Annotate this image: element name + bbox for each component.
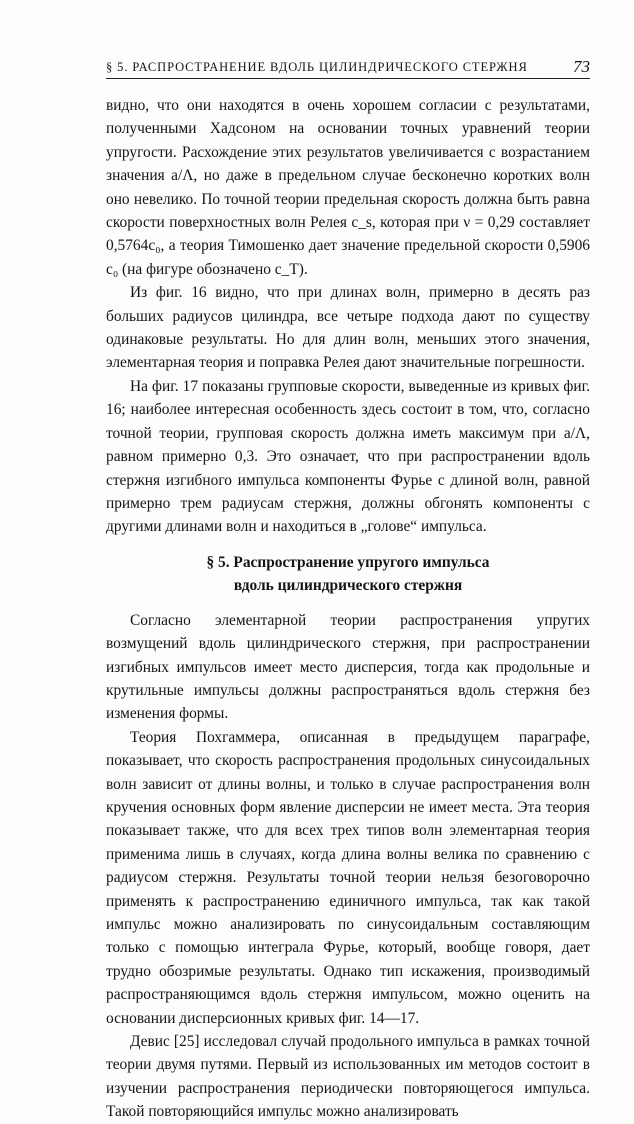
paragraph: Теория Похгаммера, описанная в предыдущем параграфе, показывает, что скорость распространения продольных синусоидальных волн зависит от длины волны, и только в случае распространения волн кручения основных форм явление дисперсии не имеет места. Эта теория показывает также, что для всех трех типов волн элементарная теория применима лишь в случаях, когда длина волны велика по сравнению с радиусом стержня. Результаты точной теории нельзя безоговорочно применять к распространению единичного импульса, так как такой импульс можно анализировать по синусоидальным составляющим только с помощью интеграла Фурье, который, вообще говоря, дает трудно обозримые результаты. Однако тип искажения, производимый распространяющимся вдоль стержня импульсом, можно оценить на основании дисперсионных кривых фиг. 14—17. bbox=[106, 728, 590, 1027]
paragraph: Согласно элементарной теории распространения упругих возмущений вдоль цилиндрического стержня, при распространении изгибных импульсов имеет место дисперсия, тогда как продольные и крутильные импульсы должны распространяться вдоль стержня без изменения формы. bbox=[106, 611, 590, 723]
running-head: § 5. РАСПРОСТРАНЕНИЕ ВДОЛЬ ЦИЛИНДРИЧЕСКОГО СТЕРЖНЯ bbox=[106, 60, 528, 74]
page-header bbox=[106, 54, 590, 79]
paragraph: видно, что они находятся в очень хорошем согласии с результатами, полученными Хадсоном на основании точных уравнений теории упругости. Расхождение этих результатов увеличивается с возрастанием значения a/Λ, но даже в предельном случае бесконечно коротких волн оно невелико. По точной теории предельная скорость должна быть равна скорости поверхностных волн Релея c_s, которая при ν = 0,29 составляет 0,5764c₀, а теория Тимошенко дает значение предельной скорости 0,5906 c₀ (на фигуре обозначено c_T). bbox=[106, 97, 590, 278]
section-heading bbox=[106, 551, 590, 597]
paragraph: Девис [25] исследовал случай продольного импульса в рамках точной теории двумя путями. Первый из использованных им методов состоит в изучении распространения периодически повторяющегося импульса. Такой повторяющийся импульс можно анализировать bbox=[106, 1033, 590, 1121]
paragraph: Из фиг. 16 видно, что при длинах волн, примерно в десять раз больших радиусов цилиндра, все четыре подхода дают по существу одинаковые результаты. Но для длин волн, меньших этого значения, элементарная теория и поправка Релея дают значительные погрешности. bbox=[106, 284, 590, 372]
section-title-line-2: вдоль цилиндрического стержня bbox=[233, 576, 463, 594]
page-body bbox=[106, 94, 590, 1124]
paragraph: На фиг. 17 показаны групповые скорости, выведенные из кривых фиг. 16; наиболее интересная особенность здесь состоит в том, что, согласно точной теории, групповая скорость должна иметь максимум при a/Λ, равном примерно 0,3. Это означает, что при распространении вдоль стержня изгибного импульса компоненты Фурье с длиной волн, равной примерно трем радиусам стержня, должны обгонять компоненты с другими длинами волн и находиться в „голове“ импульса. bbox=[106, 377, 590, 536]
page-number: 73 bbox=[573, 57, 590, 76]
section-title-line-1: § 5. Распространение упругого импульса bbox=[206, 553, 490, 571]
